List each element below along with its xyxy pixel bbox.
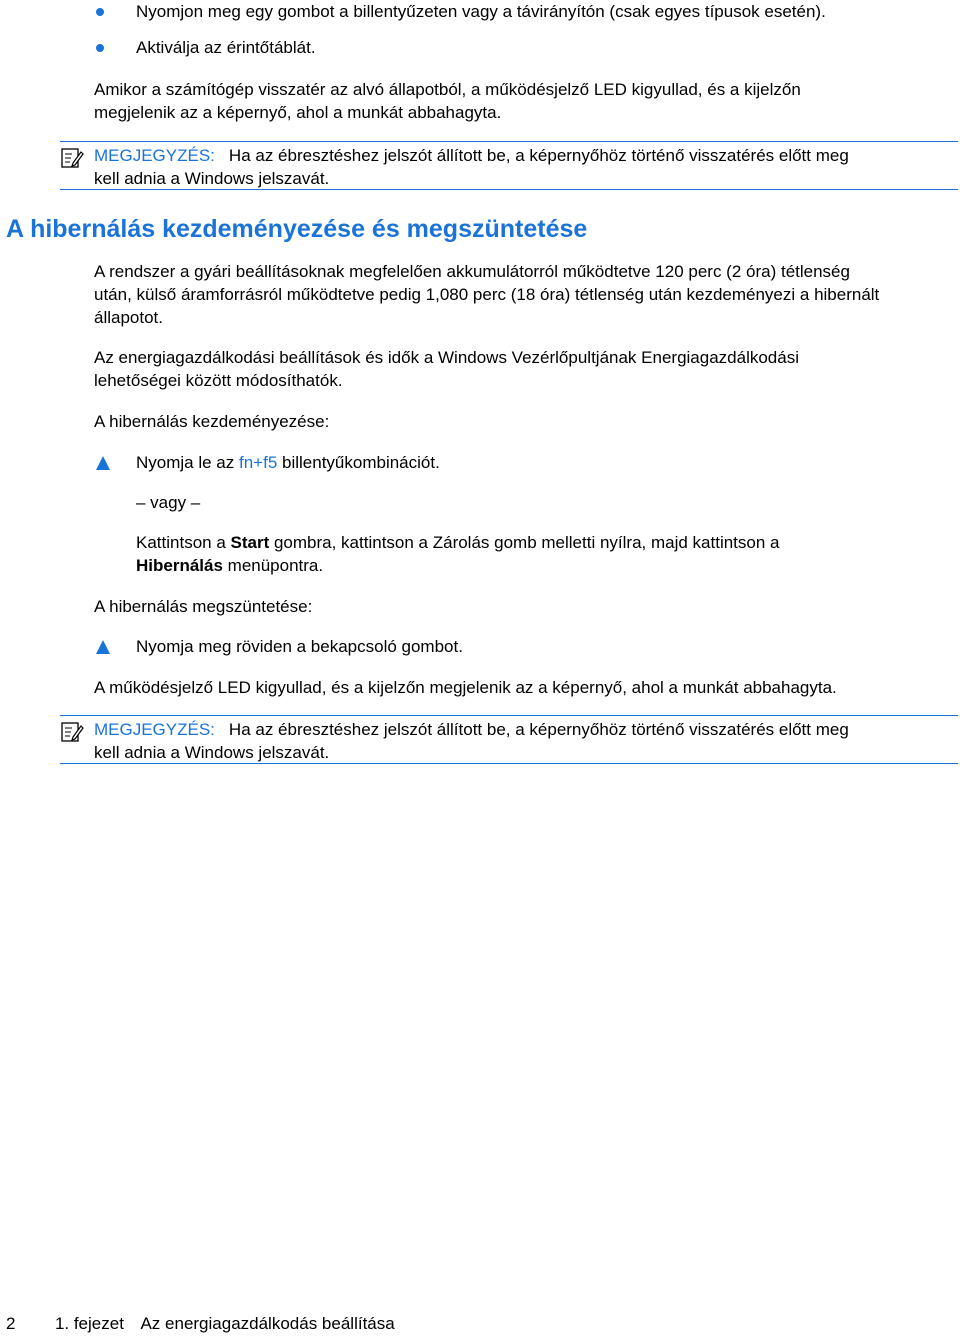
chapter-number: 1. fejezet	[54, 1314, 124, 1333]
chapter-title: Az energiagazdálkodás beállítása	[140, 1314, 395, 1333]
hibernate-term: Hibernálás	[136, 556, 223, 575]
paragraph-line: állapotot.	[94, 308, 163, 327]
paragraph	[94, 260, 958, 329]
bullet-dot-icon	[96, 44, 104, 52]
step-text: Nyomja le az	[136, 453, 239, 472]
note-label: MEGJEGYZÉS:	[94, 146, 215, 165]
start-term: Start	[230, 533, 270, 552]
triangle-step-icon	[96, 640, 110, 654]
note-text: Ha az ébresztéshez jelszót állított be, a képernyőhöz történő visszatérés előtt meg	[228, 146, 849, 165]
note-text: kell adnia a Windows jelszavát.	[94, 169, 330, 188]
intro-line: megjelenik az a képernyő, ahol a munkát abbahagyta.	[94, 103, 502, 122]
step-text: gombra, kattintson a Zárolás gomb melletti nyílra, majd kattintson a	[269, 533, 780, 552]
step-text: menüpontra.	[222, 556, 324, 575]
paragraph-line: A rendszer a gyári beállításoknak megfelelően akkumulátorról működtetve 120 perc (2 óra) tétlenség	[94, 262, 850, 281]
bullet-text: Nyomjon meg egy gombot a billentyűzeten vagy a távirányítón (csak egyes típusok esetén).	[136, 2, 826, 21]
note-pencil-icon	[60, 720, 84, 744]
paragraph: A működésjelző LED kigyullad, és a kijelzőn megjelenik az a képernyő, ahol a munkát abbahagyta.	[94, 678, 837, 697]
paragraph: A hibernálás megszüntetése:	[94, 597, 313, 616]
paragraph: A hibernálás kezdeményezése:	[94, 412, 330, 431]
note-box	[60, 141, 958, 190]
page-footer	[6, 1312, 395, 1335]
paragraph-line: lehetőségei között módosíthatók.	[94, 371, 343, 390]
step-text: Kattintson a	[136, 533, 231, 552]
step-text: billentyűkombinációt.	[277, 453, 440, 472]
paragraph-line: után, külső áramforrásról működtetve pedig 1,080 perc (18 óra) tétlenség után kezdeményezi a hibernált	[94, 285, 880, 304]
note-label: MEGJEGYZÉS:	[94, 720, 215, 739]
intro-line: Amikor a számítógép visszatér az alvó állapotból, a működésjelző LED kigyullad, és a kijelzőn	[94, 80, 801, 99]
bullet-item	[96, 0, 936, 23]
note-box	[60, 715, 958, 764]
note-text: Ha az ébresztéshez jelszót állított be, a képernyőhöz történő visszatérés előtt meg	[228, 720, 849, 739]
bullet-text: Aktiválja az érintőtáblát.	[136, 38, 316, 57]
bullet-dot-icon	[96, 8, 104, 16]
step-alternative	[136, 531, 958, 577]
page-number: 2	[6, 1314, 16, 1333]
note-pencil-icon	[60, 146, 84, 170]
paragraph	[94, 346, 958, 392]
intro-paragraph	[94, 78, 958, 124]
or-separator: – vagy –	[136, 493, 201, 512]
key-combination: fn+f5	[238, 453, 278, 472]
bullet-item	[96, 36, 936, 59]
section-heading: A hibernálás kezdeményezése és megszüntetése	[6, 215, 588, 243]
note-text: kell adnia a Windows jelszavát.	[94, 743, 330, 762]
step-text: Nyomja meg röviden a bekapcsoló gombot.	[136, 637, 463, 656]
paragraph-line: Az energiagazdálkodási beállítások és idők a Windows Vezérlőpultjának Energiagazdálkodási	[94, 348, 799, 367]
triangle-step-icon	[96, 456, 110, 470]
